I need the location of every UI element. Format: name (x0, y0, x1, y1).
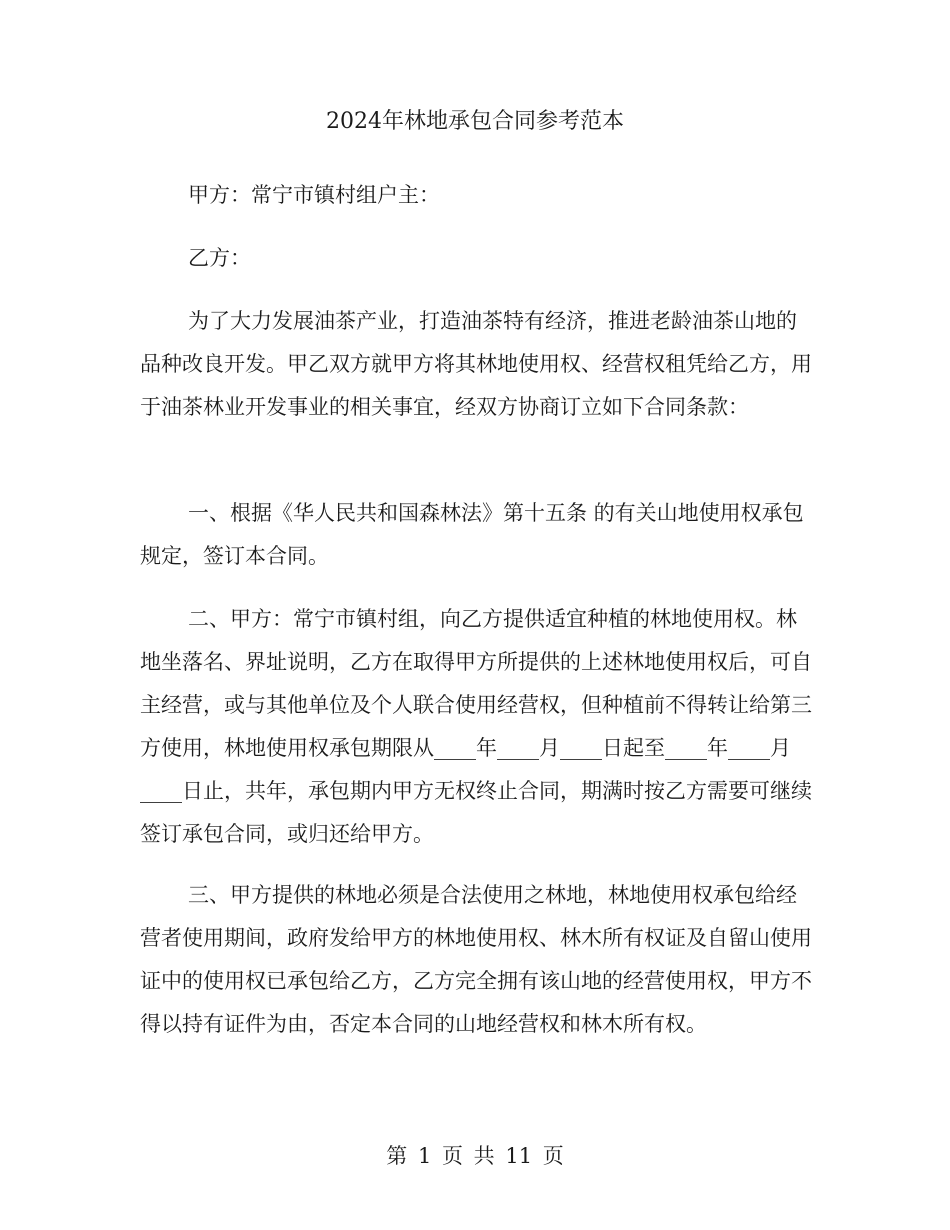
document-title: 2024年林地承包合同参考范本 (326, 109, 624, 134)
party-b-line: 乙方： (188, 246, 251, 270)
party-a-line: 甲方：常宁市镇村组户主： (188, 183, 440, 207)
clause-2-paragraph: 二、甲方：常宁市镇村组，向乙方提供适宜种植的林地使用权。林地坐落名、界址说明，乙方在取得甲方所提供的上述林地使用权后，可自主经营，或与其他单位及个人联合使用经营权，但种植前不得转让给第三方使用，林地使用权承包期限从____年____月____日起至____年____月____日止，共年，承包期内甲方无权终止合同，期满时按乙方需要可继续签订承包合同，或归还给甲方。 (140, 607, 812, 846)
clause-1-paragraph: 一、根据《华人民共和国森林法》第十五条 的有关山地使用权承包规定，签订本合同。 (140, 501, 804, 568)
preamble-paragraph: 为了大力发展油茶产业，打造油茶特有经济，推进老龄油茶山地的品种改良开发。甲乙双方就甲方将其林地使用权、经营权租凭给乙方，用于油茶林业开发事业的相关事宜，经双方协商订立如下合同条款： (140, 309, 812, 419)
clause-3-paragraph: 三、甲方提供的林地必须是合法使用之林地，林地使用权承包给经营者使用期间，政府发给甲方的林地使用权、林木所有权证及自留山使用证中的使用权已承包给乙方，乙方完全拥有该山地的经营使用权，甲方不得以持有证件为由，否定本合同的山地经营权和林木所有权。 (140, 883, 812, 1036)
page-number-footer: 第 1 页 共 11 页 (386, 1144, 564, 1168)
